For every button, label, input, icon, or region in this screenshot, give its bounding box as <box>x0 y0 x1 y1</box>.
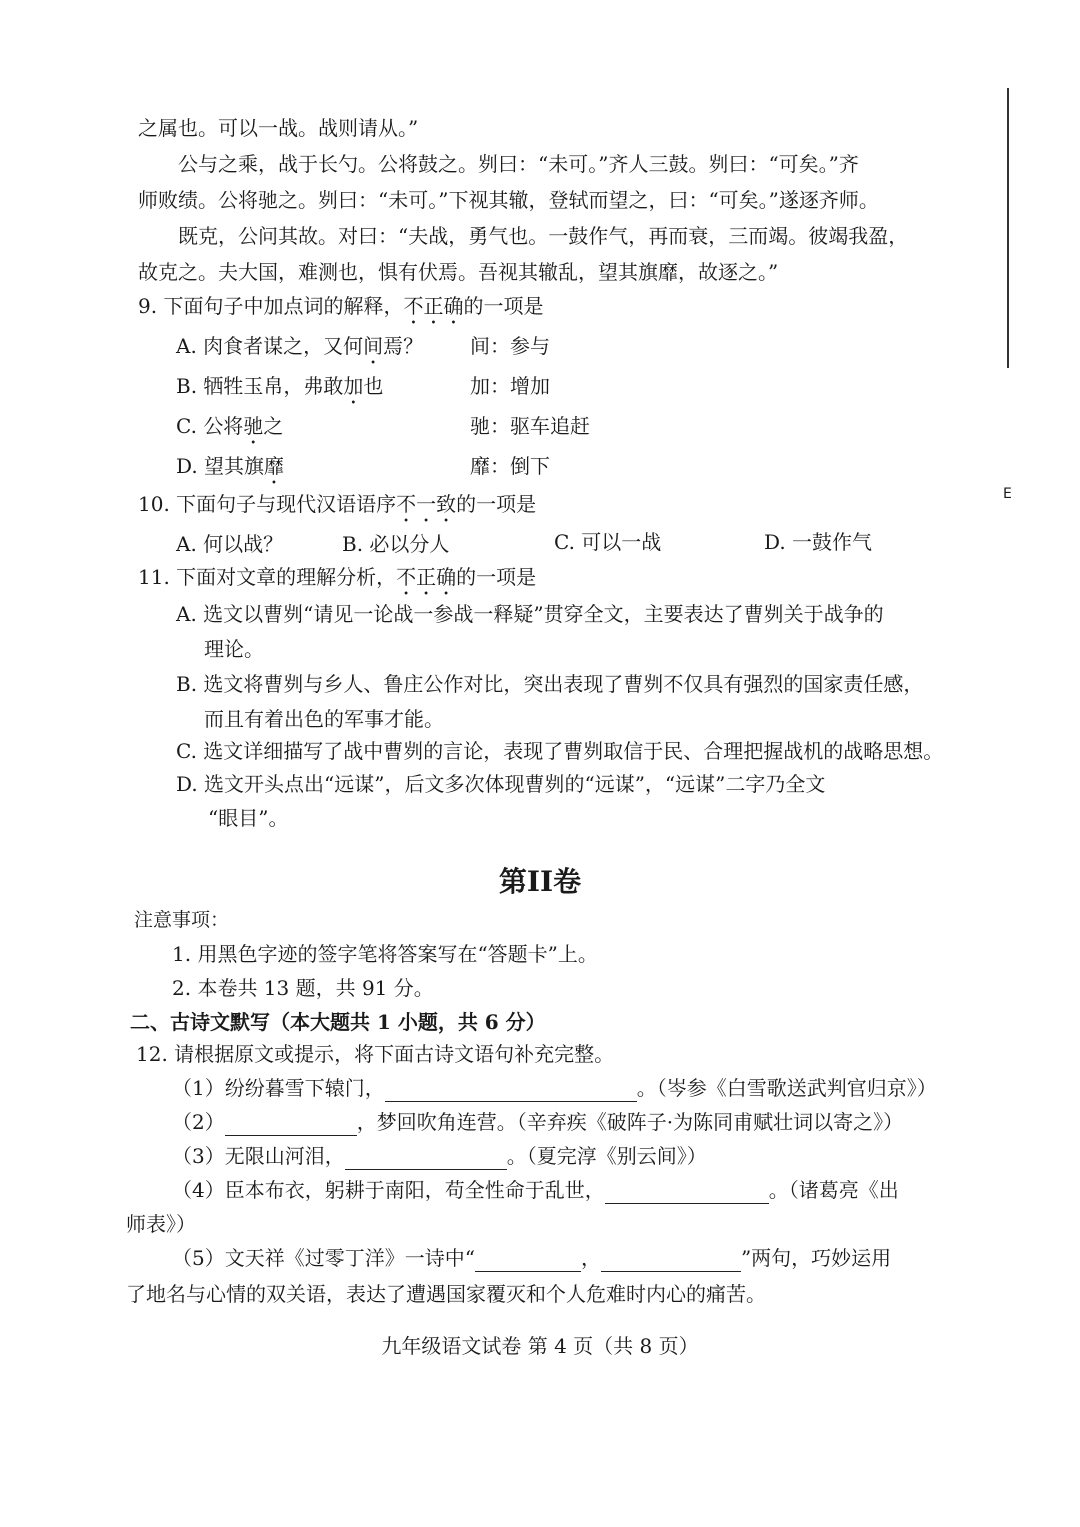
part-2-heading: 二、古诗文默写（本大题共 1 小题，共 6 分） <box>130 1010 546 1034</box>
q12-item-3-post: 。（夏完淳《别云间》） <box>506 1144 707 1168</box>
q12-item-5-pre: （5）文天祥《过零丁洋》一诗中“ <box>172 1246 475 1270</box>
passage-line-5: 故克之。夫大国，难测也，惧有伏焉。吾视其辙乱，望其旗靡，故逐之。” <box>138 260 779 284</box>
q9-option-a <box>176 332 423 369</box>
q9-option-c-pre: 公将 <box>203 414 244 438</box>
q12-item-4-post: 。（诸葛亮《出 <box>768 1178 899 1202</box>
q9-option-a-pre: 肉食者谋之，又何 <box>203 334 364 358</box>
q10-stem-c: 的一项是 <box>456 492 537 516</box>
q9-option-d-letter: D. <box>176 454 198 478</box>
q12-item-5-mid: ， <box>580 1246 601 1270</box>
q9-option-d-pre: 望其旗 <box>204 454 265 478</box>
scan-edge-line <box>1007 88 1009 368</box>
q12-item-1-post: 。（岑参《白雪歌送武判官归京》） <box>636 1076 937 1100</box>
q10-option-c: C. 可以一战 <box>554 530 662 554</box>
q11-stem-a: 11. 下面对文章的理解分析， <box>138 565 397 589</box>
passage-line-2: 公与之乘，战于长勺。公将鼓之。刿曰：“未可。”齐人三鼓。刿曰：“可矣。”齐 <box>178 152 859 176</box>
q12-item-2 <box>172 1108 903 1136</box>
section-2-title: 第II卷 <box>498 865 582 898</box>
q12-item-2-post: ，梦回吹角连营。（辛弃疾《破阵子·为陈同甫赋壮词以寄之》） <box>356 1110 904 1134</box>
q9-option-c-gloss: 驰：驱车追赶 <box>470 414 590 438</box>
page-footer: 九年级语文试卷 第 4 页（共 8 页） <box>381 1334 699 1358</box>
q9-option-c-letter: C. <box>176 414 197 438</box>
q10-option-a: A. 何以战？ <box>176 532 284 556</box>
q11-option-a-line-2: 理论。 <box>204 637 264 661</box>
q9-option-a-dotted: 间 <box>363 334 384 358</box>
passage-line-3: 师败绩。公将驰之。刿曰：“未可。”下视其辙，登轼而望之，曰：“可矣。”遂逐齐师。 <box>138 188 879 212</box>
question-9-stem <box>138 292 543 329</box>
q12-item-3-pre: （3）无限山河泪， <box>172 1144 345 1168</box>
q12-item-1 <box>172 1074 937 1102</box>
q9-option-d-gloss: 靡：倒下 <box>470 454 550 478</box>
q11-option-a-line-1: A. 选文以曹刿“请见一论战一参战一释疑”贯穿全文，主要表达了曹刿关于战争的 <box>176 602 884 626</box>
q12-item-1-blank[interactable] <box>385 1081 637 1102</box>
passage-line-4: 既克，公问其故。对曰：“夫战，勇气也。一鼓作气，再而衰，三而竭。彼竭我盈， <box>178 224 909 248</box>
q9-stem-a: 9. 下面句子中加点词的解释， <box>138 294 404 318</box>
q12-item-4 <box>172 1176 899 1204</box>
q9-option-a-letter: A. <box>176 334 197 358</box>
q11-stem-emphasis: 不正确 <box>396 565 457 589</box>
q12-item-4-continuation: 师表》） <box>126 1212 196 1236</box>
q12-item-5-blank-1[interactable] <box>475 1251 581 1272</box>
note-1: 1. 用黑色字迹的签字笔将答案写在“答题卡”上。 <box>172 942 598 966</box>
q11-option-d-line-2: “眼目”。 <box>208 806 289 830</box>
q9-option-b-gloss: 加：增加 <box>470 374 550 398</box>
q12-item-4-blank[interactable] <box>605 1183 769 1204</box>
q9-option-b <box>176 372 383 409</box>
q11-option-b-line-1: B. 选文将曹刿与乡人、鲁庄公作对比，突出表现了曹刿不仅具有强烈的国家责任感， <box>176 672 924 696</box>
q11-option-b-line-2: 而且有着出色的军事才能。 <box>204 707 444 731</box>
q9-option-c-dotted: 驰 <box>243 414 264 438</box>
q9-option-c <box>176 412 283 449</box>
q9-option-c-post: 之 <box>263 414 284 438</box>
q12-item-1-pre: （1）纷纷暮雪下辕门， <box>172 1076 385 1100</box>
question-12-stem: 12. 请根据原文或提示，将下面古诗文语句补充完整。 <box>136 1042 615 1066</box>
notes-label: 注意事项： <box>134 909 230 931</box>
q9-option-b-dotted: 加 <box>343 374 364 398</box>
q12-item-5-post: ”两句，巧妙运用 <box>740 1246 892 1270</box>
q12-item-2-blank[interactable] <box>225 1115 357 1136</box>
note-2: 2. 本卷共 13 题，共 91 分。 <box>172 976 434 1000</box>
q9-option-b-letter: B. <box>176 374 198 398</box>
stray-scan-mark: E <box>1003 486 1012 502</box>
q9-option-d <box>176 452 284 489</box>
q10-stem-a: 10. 下面句子与现代汉语语序 <box>138 492 397 516</box>
q12-item-4-pre: （4）臣本布衣，躬耕于南阳，苟全性命于乱世， <box>172 1178 605 1202</box>
q12-item-5 <box>172 1244 891 1272</box>
q10-stem-emphasis: 不一致 <box>396 492 457 516</box>
q9-option-b-post: 也 <box>363 374 384 398</box>
q12-item-3 <box>172 1142 707 1170</box>
q11-option-c-line-1: C. 选文详细描写了战中曹刿的言论，表现了曹刿取信于民、合理把握战机的战略思想。 <box>176 739 944 763</box>
q10-option-d: D. 一鼓作气 <box>764 530 873 554</box>
q11-option-d-line-1: D. 选文开头点出“远谋”，后文多次体现曹刿的“远谋”，“远谋”二字乃全文 <box>176 772 826 796</box>
q12-item-2-pre: （2） <box>172 1110 225 1134</box>
q9-stem-emphasis: 不正确 <box>403 294 464 318</box>
q12-item-5-continuation: 了地名与心情的双关语，表达了遭遇国家覆灭和个人危难时内心的痛苦。 <box>126 1282 766 1306</box>
question-10-stem <box>138 490 536 527</box>
q12-item-5-blank-2[interactable] <box>601 1251 741 1272</box>
passage-line-1: 之属也。可以一战。战则请从。” <box>138 116 419 140</box>
q12-item-3-blank[interactable] <box>345 1149 507 1170</box>
q9-stem-c: 的一项是 <box>463 294 544 318</box>
q9-option-b-pre: 牺牲玉帛，弗敢 <box>203 374 344 398</box>
question-11-stem <box>138 563 536 600</box>
q9-option-a-post: 焉？ <box>383 334 424 358</box>
q9-option-a-gloss: 间：参与 <box>470 334 550 358</box>
q9-option-d-dotted: 靡 <box>264 454 285 478</box>
q11-stem-c: 的一项是 <box>456 565 537 589</box>
q10-option-b: B. 必以分人 <box>342 532 450 556</box>
